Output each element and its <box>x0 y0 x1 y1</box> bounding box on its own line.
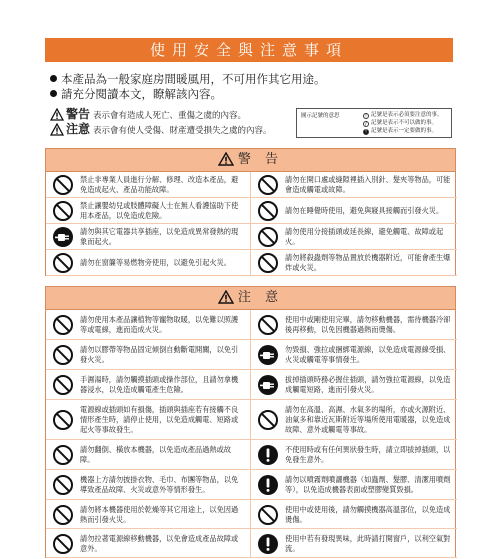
prohibit-icon <box>52 409 74 431</box>
unplug-icon <box>257 374 279 396</box>
item-text: 電源線或插頭如有損傷，插頭與插座若有接觸不良情形產生時，請停止使用，以免造成觸電、短路或起火等事故發生。 <box>80 405 239 434</box>
item-cell-right <box>251 340 457 369</box>
symbol-key-box <box>296 108 452 138</box>
intro-line-1: 本產品為一般家庭房間暖風用，不可用作其它用途。 <box>50 72 326 86</box>
item-cell-left <box>46 370 251 399</box>
page-title: 使用安全與注意事項 <box>45 38 453 62</box>
prohibit-icon <box>257 504 279 526</box>
legend-warning-text: 表示會有造成人死亡、重傷之虞的內容。 <box>93 111 247 121</box>
warning-section-title: 警 告 <box>237 152 284 167</box>
item-cell-right <box>251 250 457 275</box>
item-cell-right <box>251 310 457 339</box>
prohibit-icon <box>257 200 279 222</box>
item-row <box>46 370 457 400</box>
caution-section <box>45 286 456 558</box>
symbol-key-title: 圖示記號的意思 <box>301 113 340 119</box>
item-row <box>46 340 457 370</box>
prohibit-icon <box>52 474 74 496</box>
warning-triangle-icon <box>218 152 234 166</box>
item-row <box>46 400 457 440</box>
item-row <box>46 470 457 500</box>
item-cell-right <box>251 500 457 528</box>
item-row <box>46 310 457 340</box>
item-row <box>46 224 457 250</box>
item-text: 請勿以膠帶等物品固定傾倒自動斷電開關，以免引發火災。 <box>80 345 239 364</box>
item-row <box>46 172 457 198</box>
bullet-icon <box>50 90 57 97</box>
item-cell-left <box>46 500 251 528</box>
item-text: 手濕湯時，請勿觸摸插頭或操作部位，且請勿拿機器浸水，以免造成觸電產生危險。 <box>80 375 239 394</box>
legend-caution-text: 表示會有使人受傷、財產遭受損失之虞的內容。 <box>93 126 272 136</box>
item-text: 機器上方請勿披掛衣物、毛巾、布團等物品，以免導致產品故障、火災或意外等情形發生。 <box>80 475 239 494</box>
mandatory-icon <box>257 474 279 496</box>
prohibit-icon <box>52 314 74 336</box>
prohibit-icon <box>52 174 74 196</box>
item-text: 請勿使用本產品讓植物等寵物取暖，以免難以照護等或電線，進而造成火災。 <box>80 315 239 334</box>
caution-section-title: 注 意 <box>237 290 284 305</box>
legend-warning-word: 警告 <box>66 107 91 121</box>
item-text: 使用中或使用後，請勿觸摸機器高溫部位，以免造成燙傷。 <box>285 505 451 524</box>
item-text: 請勿與其它電器共享插座，以免造成異常發熱的現象而起火。 <box>80 227 239 246</box>
warning-section <box>45 148 456 276</box>
legend-caution <box>50 122 272 138</box>
item-text: 請勿將殺蟲劑等物品置放於機器附近，可能會產生爆炸或火災。 <box>285 253 451 272</box>
item-text: 不使用時或有任何異狀發生時，請立即拔掉插頭，以免發生意外。 <box>285 445 451 464</box>
item-cell-left <box>46 198 251 223</box>
item-row <box>46 500 457 529</box>
item-cell-right <box>251 198 457 223</box>
item-cell-left <box>46 224 251 249</box>
item-cell-right <box>251 440 457 469</box>
item-row <box>46 440 457 470</box>
item-cell-left <box>46 340 251 369</box>
prohibit-icon <box>52 252 74 274</box>
item-text: 使用中若有發現異味，此時請打開窗戶，以利空氣對流。 <box>285 534 451 553</box>
item-cell-right <box>251 470 457 499</box>
bullet-icon <box>50 75 57 82</box>
item-text: 拔掉插頭時務必握住插頭，請勿強拉電源線，以免造成觸電短路，進而引發火災。 <box>285 375 451 394</box>
item-text: 請勿翻倒、橫放本機器，以免造成產品過熱或故障。 <box>80 445 231 464</box>
item-cell-right <box>251 529 457 557</box>
caution-section-header <box>46 287 455 310</box>
item-cell-right <box>251 400 457 439</box>
legend-caution-word: 注意 <box>66 122 91 136</box>
warning-section-header <box>46 149 455 172</box>
mandatory-icon <box>257 444 279 466</box>
item-row <box>46 250 457 276</box>
mandatory-mark-icon: ! <box>364 129 367 135</box>
prohibit-icon <box>257 314 279 336</box>
prohibit-icon <box>52 344 74 366</box>
prohibit-icon <box>257 174 279 196</box>
unplug-icon <box>52 226 74 248</box>
item-cell-left <box>46 470 251 499</box>
item-text: 請勿以噴霧劑噴灑機器（如蟲劑、髮膠、清潔用噴劑等），以免造成機器表面或塑膠變質毀損。 <box>285 475 451 494</box>
item-row <box>46 529 457 558</box>
item-text: 請勿拉著電源線移動機器，以免會造成產品故障或意外。 <box>80 534 239 553</box>
item-cell-left <box>46 400 251 439</box>
prohibit-mark-icon: / <box>363 121 369 127</box>
item-text: 請勿在睡覺時使用，避免與寢具接觸而引發火災。 <box>285 206 444 215</box>
item-cell-right <box>251 224 457 249</box>
prohibit-icon <box>257 226 279 248</box>
item-cell-left <box>46 250 251 275</box>
prohibit-icon <box>257 252 279 274</box>
item-cell-left <box>46 529 251 557</box>
mandatory-icon <box>257 533 279 555</box>
intro-line-2: 請充分閱讀本文，瞭解該內容。 <box>50 87 222 101</box>
item-text: 禁止非專業人員進行分解、修理、改造本產品，避免造成起火、產品功能故障。 <box>80 175 239 194</box>
item-text: 禁止讓嬰幼兒或肢體障礙人士在無人看護協助下使用本產品，以免造成危險。 <box>80 201 239 220</box>
item-row <box>46 198 457 224</box>
prohibit-icon <box>52 444 74 466</box>
prohibit-icon <box>52 504 74 526</box>
item-text: 勿毀損、強拉或捆綁電源線，以免造成電源線受損、火災或觸電等事情發生。 <box>285 345 451 364</box>
warning-triangle-icon <box>50 108 64 121</box>
item-cell-right <box>251 172 457 197</box>
prohibit-icon <box>52 374 74 396</box>
warning-triangle-icon <box>218 290 234 304</box>
item-text: 請勿使用分接插頭或延長線，避免觸電、故障或起火。 <box>285 227 444 246</box>
symbol-key-item: / 記號是表示不可以做的事。 <box>363 119 443 127</box>
prohibit-icon <box>52 200 74 222</box>
legend-warning <box>50 107 246 123</box>
unplug-icon <box>257 344 279 366</box>
item-text: 請勿在高溫、高濕、水氣多的場所，亦或火源附近、油氣多和靠近瓦斯附近等場所使用電暖器，以免造成故障、意外或觸電等事故。 <box>285 405 451 434</box>
item-cell-right <box>251 370 457 399</box>
item-text: 請勿將本機器使用於乾燥等其它用途上，以免因過熱而引發火災。 <box>80 505 239 524</box>
item-cell-left <box>46 310 251 339</box>
item-text: 使用中或剛使用完畢，請勿移動機器，需待機器冷卻後再移動，以免因機器過熱而燙傷。 <box>285 315 451 334</box>
symbol-key-item: ! 記號是表示必須要注意的事。 <box>364 112 443 119</box>
warning-triangle-icon <box>50 123 64 136</box>
prohibit-icon <box>257 409 279 431</box>
caution-mark-icon: ! <box>364 113 367 119</box>
item-cell-left <box>46 440 251 469</box>
prohibit-icon <box>52 533 74 555</box>
item-text: 請勿在窗簾等易燃物旁使用，以避免引起火災。 <box>80 258 231 267</box>
symbol-key-item: ! 記號是表示一定要做的事。 <box>364 128 438 135</box>
item-cell-left <box>46 172 251 197</box>
item-text: 請勿在開口處或縫隙裡插入別針、髮夾等物品，可能會造成觸電或故障。 <box>285 175 451 194</box>
